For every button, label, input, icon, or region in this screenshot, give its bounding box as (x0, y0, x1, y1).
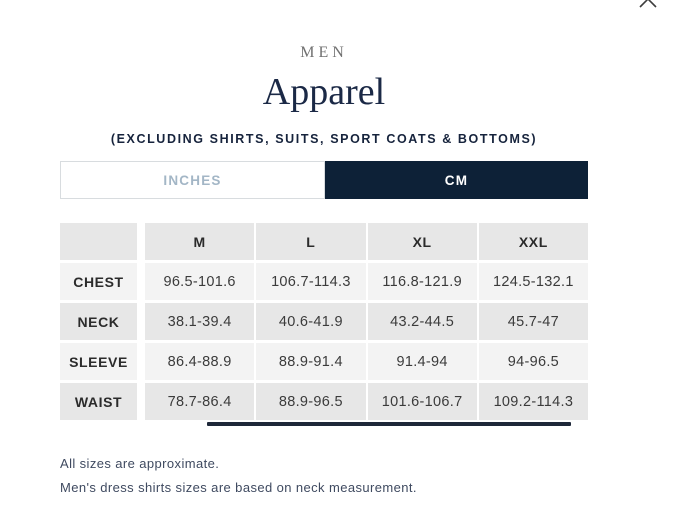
exclusions-subtitle: (EXCLUDING SHIRTS, SUITS, SPORT COATS & BOTTOMS) (110, 132, 538, 146)
cell-value: 43.2-44.5 (368, 303, 477, 340)
cell-value: 88.9-91.4 (256, 343, 365, 380)
table-row-chest (60, 263, 588, 300)
column-spacer (139, 303, 143, 340)
size-chart-modal (60, 0, 588, 504)
header-cell-empty (60, 223, 137, 260)
row-label: SLEEVE (60, 343, 137, 380)
table-row-sleeve (60, 343, 588, 380)
page-title: Apparel (262, 71, 386, 113)
cell-value: 40.6-41.9 (256, 303, 365, 340)
header-cell-m: M (145, 223, 254, 260)
cell-value: 94-96.5 (479, 343, 588, 380)
cell-value: 124.5-132.1 (479, 263, 588, 300)
note-approximate: All sizes are approximate. (60, 456, 220, 471)
cell-value: 116.8-121.9 (368, 263, 477, 300)
cell-value: 78.7-86.4 (145, 383, 254, 420)
row-label: NECK (60, 303, 137, 340)
row-label: WAIST (60, 383, 137, 420)
header-cell-l: L (256, 223, 365, 260)
cell-value: 45.7-47 (479, 303, 588, 340)
column-spacer (139, 343, 143, 380)
size-table (60, 223, 588, 426)
category-eyebrow: MEN (300, 44, 348, 61)
cell-value: 91.4-94 (368, 343, 477, 380)
cell-value: 109.2-114.3 (479, 383, 588, 420)
table-header-row (60, 223, 588, 260)
header-cell-xl: XL (368, 223, 477, 260)
tab-cm[interactable]: CM (325, 161, 588, 199)
row-label: CHEST (60, 263, 137, 300)
column-spacer (139, 223, 143, 260)
table-row-neck (60, 303, 588, 340)
table-row-waist (60, 383, 588, 420)
cell-value: 106.7-114.3 (256, 263, 365, 300)
tab-inches[interactable]: INCHES (60, 161, 325, 199)
header-cell-xxl: XXL (479, 223, 588, 260)
cell-value: 88.9-96.5 (256, 383, 365, 420)
horizontal-scrollbar-thumb[interactable] (207, 422, 571, 426)
unit-toggle (60, 161, 588, 199)
column-spacer (139, 383, 143, 420)
footnotes (60, 456, 588, 495)
cell-value: 86.4-88.9 (145, 343, 254, 380)
close-icon[interactable] (637, 0, 659, 10)
note-dress-shirts: Men's dress shirts sizes are based on neck measurement. (60, 480, 417, 495)
cell-value: 96.5-101.6 (145, 263, 254, 300)
cell-value: 101.6-106.7 (368, 383, 477, 420)
cell-value: 38.1-39.4 (145, 303, 254, 340)
column-spacer (139, 263, 143, 300)
